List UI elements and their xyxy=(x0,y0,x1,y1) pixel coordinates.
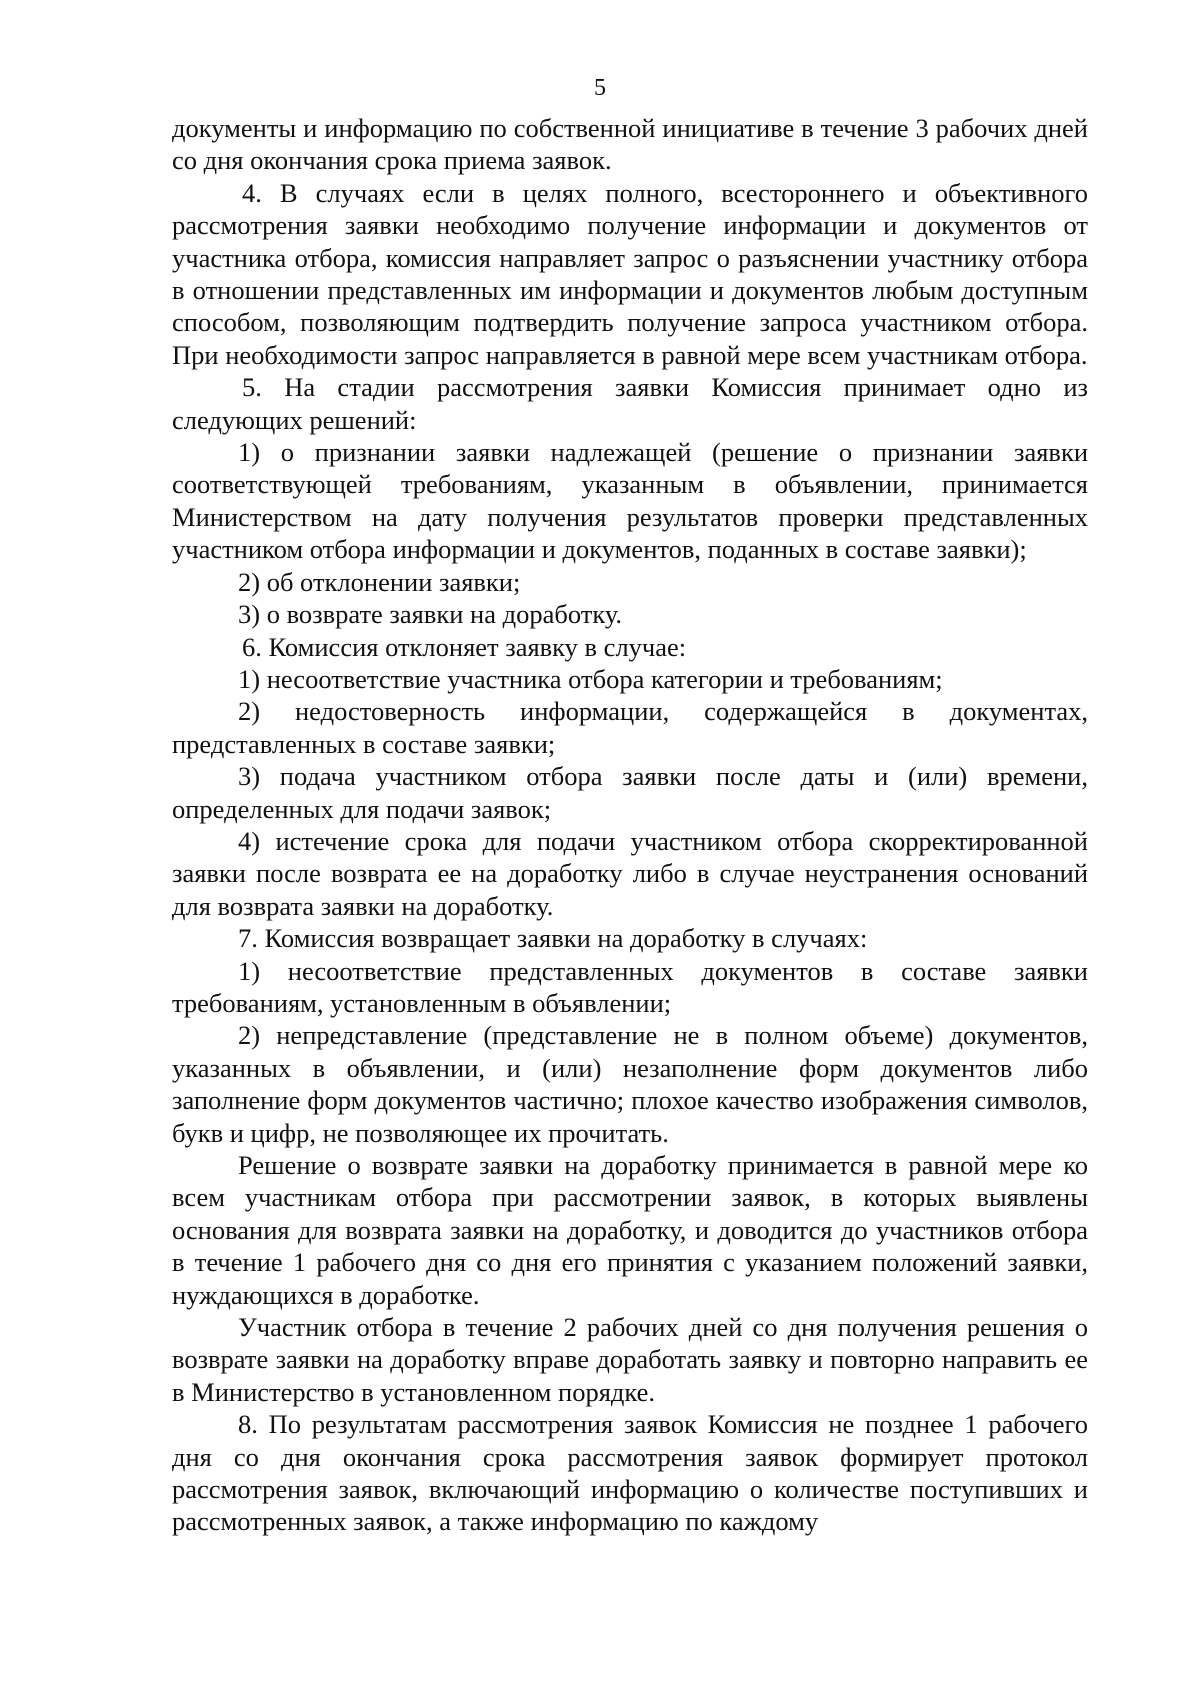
paragraph: документы и информацию по собственной инициативе в течение 3 рабочих дней со дня окончания срока приема заявок. xyxy=(172,113,1088,176)
paragraph: 7. Комиссия возвращает заявки на доработку в случаях: xyxy=(238,923,868,954)
list-item: 1) несоответствие участника отбора категории и требованиям; xyxy=(238,663,943,694)
list-item: 2) недостоверность информации, содержащейся в документах, представленных в составе заявки; xyxy=(172,696,1088,759)
list-item: 2) непредставление (представление не в полном объеме) документов, указанных в объявлении, и (или) незаполнение форм документов либо заполнение форм документов частично; плохое качество изображения символов, букв и цифр, не позволяющее их прочитать. xyxy=(172,1020,1088,1148)
list-item: 3) подача участником отбора заявки после даты и (или) времени, определенных для подачи заявок; xyxy=(172,761,1088,824)
document-body xyxy=(172,112,1088,1538)
paragraph: Участник отбора в течение 2 рабочих дней со дня получения решения о возврате заявки на доработку вправе доработать заявку и повторно направить ее в Министерство в установленном порядке. xyxy=(172,1312,1088,1407)
list-item: 3) о возврате заявки на доработку. xyxy=(238,599,623,630)
list-item: 2) об отклонении заявки; xyxy=(238,566,521,597)
paragraph: 5. На стадии рассмотрения заявки Комиссия принимает одно из следующих решений: xyxy=(172,372,1088,435)
paragraph: 4. В случаях если в целях полного, всестороннего и объективного рассмотрения заявки необходимо получение информации и документов от участника отбора, комиссия направляет запрос о разъяснении участнику отбора в отношении представленных им информации и документов любым доступным способом, позволяющим подтвердить получение запроса участником отбора. При необходимости запрос направляется в равной мере всем участникам отбора. xyxy=(172,177,1088,370)
page-number: 5 xyxy=(594,75,606,101)
paragraph: 8. По результатам рассмотрения заявок Комиссия не позднее 1 рабочего дня со дня окончания срока рассмотрения заявок формирует протокол рассмотрения заявок, включающий информацию о количестве поступивших и рассмотренных заявок, а также информацию по каждому xyxy=(172,1409,1088,1537)
list-item: 1) о признании заявки надлежащей (решение о признании заявки соответствующей требованиям, указанным в объявлении, принимается Министерством на дату получения результатов проверки представленных участником отбора информации и документов, поданных в составе заявки); xyxy=(172,437,1088,565)
paragraph: Решение о возврате заявки на доработку принимается в равной мере ко всем участникам отбора при рассмотрении заявок, в которых выявлены основания для возврата заявки на доработку, и доводится до участников отбора в течение 1 рабочего дня со дня его принятия с указанием положений заявки, нуждающихся в доработке. xyxy=(172,1150,1088,1310)
paragraph: 6. Комиссия отклоняет заявку в случае: xyxy=(242,631,687,662)
list-item: 4) истечение срока для подачи участником отбора скорректированной заявки после возврата ее на доработку либо в случае неустранения оснований для возврата заявки на доработку. xyxy=(172,825,1088,921)
list-item: 1) несоответствие представленных документов в составе заявки требованиям, установленным в объявлении; xyxy=(172,955,1088,1018)
